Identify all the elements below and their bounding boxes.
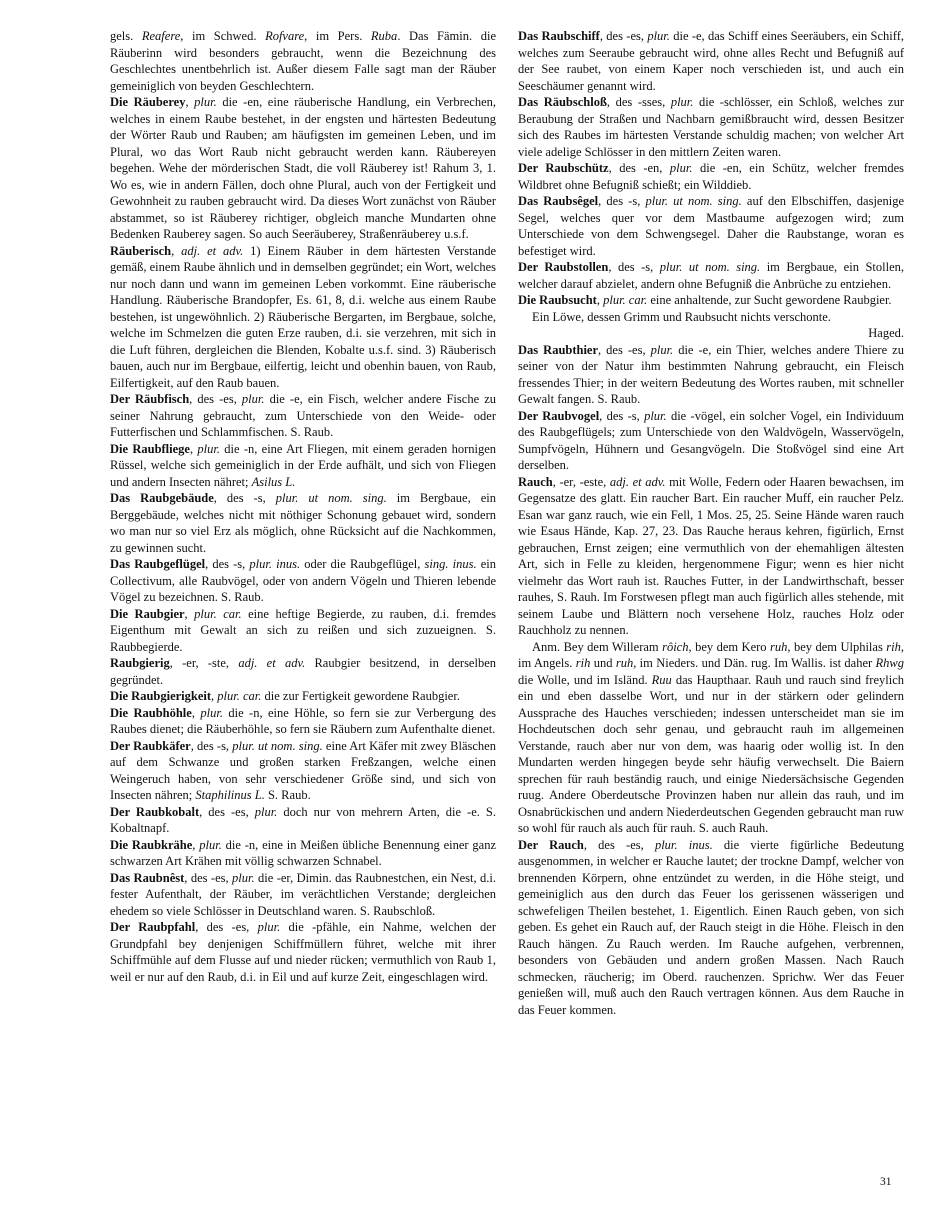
headword: Die Räuberey <box>110 95 186 109</box>
entry-text: die -n, eine in Meißen übliche Benennung einer ganz schwarzen Art Krähen mit völlig schwarzen Schnabel. <box>110 837 497 868</box>
entry-text: , des -es, <box>598 342 651 357</box>
entry-text: bey dem Ulphilas <box>790 639 887 654</box>
headword: Der Raubkäfer <box>110 738 191 753</box>
entry-text: die -pfähle, ein Nahme, welchen der Grundpfahl bey denjenigen Schiffmüllern führet, welche mit ihrer Schiffmühle auf dem Flusse auf und nieder rücken; vermuthlich von Raub 1, weil er nur auf den Raub, d.i. in Eil und auf kurze Zeit, eingeschlagen wird. <box>110 920 496 984</box>
grammar-note: plur. car. <box>217 689 262 703</box>
dictionary-entry <box>110 837 496 870</box>
entry-text: und <box>590 656 616 670</box>
dictionary-entry <box>518 292 904 309</box>
entry-text: die zur Fertigkeit gewordene Raubgier. <box>261 689 460 703</box>
entry-text: die -n, eine Art Fliegen, mit einem geraden hornigen Rüssel, welche sich gemeiniglich in der Erde aufhält, und sich von Fliegen und andern Insecten nähret; <box>110 441 497 489</box>
grammar-note: plur. <box>669 161 693 175</box>
dictionary-entry <box>110 688 496 705</box>
grammar-note: adj. et adv. <box>609 474 666 489</box>
grammar-note: rôich, <box>662 639 692 654</box>
entry-text: im Angels. <box>518 656 576 670</box>
entry-text: eine heftige Begierde, zu rauben, d.i. fremdes Eigenthum mit Gewalt an sich zu reißen und sich zuzueignen. S. Raubbegierde. <box>110 606 496 654</box>
headword: Das Raubthier <box>518 342 599 357</box>
entry-text: die -en, ein Schütz, welcher fremdes Wildbret ohne Befugniß schießt; ein Wilddieb. <box>518 161 904 192</box>
dictionary-entry <box>110 606 496 656</box>
entry-text: die -e, ein Thier, welches andere Thiere zu seiner von der Natur ihm bestimmten Nahrung gebraucht, ein Fleisch fressendes Thier; in der weitern Bedeutung des Wortes rauben, mit schneller Gewalt fangen. S. Raub. <box>518 342 904 406</box>
entry-text: die -n, eine Höhle, so fern sie zur Verbergung des Raubes dienet; die Räuberhöhle, so fern sie Räubern zum Aufenthalte dienet. <box>110 705 497 736</box>
dictionary-entry <box>518 309 904 326</box>
entry-text: , des -s, <box>608 260 660 274</box>
entry-text: , <box>211 689 218 703</box>
grammar-note: plur. car. <box>194 606 242 621</box>
headword: Das Räubschloß <box>518 95 607 109</box>
headword: Die Raubgier <box>110 606 185 621</box>
grammar-note: plur. <box>241 392 265 406</box>
entry-text: oder die Raubgeflügel, <box>300 557 425 571</box>
entry-text: eine anhaltende, zur Sucht gewordene Raubgier. <box>647 293 892 307</box>
dictionary-entry <box>518 259 904 292</box>
headword: Die Raubfliege <box>110 441 190 456</box>
entry-text: die Wolle, und im Isländ. <box>518 672 652 687</box>
headword: Räuberisch <box>110 243 172 258</box>
entry-text: die -e, ein Fisch, welcher andere Fische zu seiner Nahrung gebraucht, zum Unterschiede von den Weide- oder Futterfischen und Schlammfischen. S. Raub. <box>110 392 496 439</box>
headword: Der Raubkobalt <box>110 804 200 819</box>
grammar-note: adj. et adv. <box>181 243 244 258</box>
grammar-note: plur. ut nom. sing. <box>659 260 761 274</box>
entry-text: auf den Elbschiffen, dasjenige Segel, welches quer vor dem Mastbaume aufgezogen wird; zum Unterschiede von dem Schwengsegel. Daher die Raubstange, woran es befestiget wird. <box>518 194 904 258</box>
headword: Raubgierig <box>110 656 170 670</box>
entry-text: mit Wolle, Federn oder Haaren bewachsen, im Gegensatze des glatt. Ein raucher Bart. Ein raucher Muff, ein raucher Pelz. Esan war ganz rauch, wie ein Fell, 1 Mos. 25, 25. Seine Hände waren rauch wie Esaus Hände, Kap. 27, 23. Das Rauche heraus kehren, figürlich, Ernst gebrauchen, Ernst zeigen; eine vermuthlich von der ehemahligen ältesten Art, sich in Felle zu kleiden, hergenommene Figur; wenn es hier nicht vielmehr das Wort rauh ist. Rauches Futter, in der Landwirthschaft, besser rauhes, S. Rauh. Im Forstwesen pflegt man auch figürlich alles stehende, mit seinem Laube und Blättern noch versehene Holz, rauches Holz oder Rauchholz zu nennen. <box>518 474 904 637</box>
entry-text: 1) Einem Räuber in dem härtesten Verstande gemäß, einem Raube ähnlich und in demselben gegründet; ein Wort, welches nur noch dann und wann im gemeinen Leben vorkommt. Eine räuberische Handlung. Räuberische Brandopfer, Es. 61, 8, d.i. welche aus einem Raube bestehen, ist ungewöhnlich. 2) Räuberische Bergarten, im Bergbaue, solche, welche im Schmelzen die guten Erze rauben, d.i. sie verzehren, mit sich in die Luft führen, dergleichen die Blenden, Kobalte u.s.f. sind. 3) Räuberisch bauen, auch nur im Bergbaue, eilfertig, leicht und obenhin bauen, von Raub, Eilfertigkeit, auf den Raub bauen. <box>110 243 497 390</box>
entry-text: im Nieders. und Dän. rug. Im Wallis. ist daher <box>636 656 876 670</box>
entry-text: , des -s, <box>599 408 645 423</box>
entry-text: Haged. <box>868 326 904 340</box>
entry-text: , des -s, <box>598 194 646 208</box>
dictionary-entry <box>110 441 496 491</box>
grammar-note: plur. <box>232 870 255 885</box>
dictionary-entry <box>518 193 904 259</box>
entry-text: , des -sses, <box>606 95 671 109</box>
dictionary-entry <box>110 804 496 837</box>
grammar-note: plur. ut nom. sing. <box>275 491 387 505</box>
entry-text: , des -es, <box>599 29 648 43</box>
entry-text: doch nur von mehrern Arten, die -e. S. Kobaltnapf. <box>110 804 496 835</box>
entry-text: eine Art Käfer mit zwey Bläschen auf dem Schwanze und großen starken Freßzangen, welche einen Weingeruch haben, von sehr verschiedener Größe sind, und sich von Insecten nähren; <box>110 738 496 802</box>
grammar-note: plur. <box>199 837 222 852</box>
entry-text: , <box>596 293 604 307</box>
entry-text: im Bergbaue, ein Stollen, welcher darauf abzielet, andern ohne Befugniß die Anbrüche zu entziehen. <box>518 260 904 291</box>
headword: Das Raubgebäude <box>110 491 214 505</box>
grammar-note: rih, <box>886 639 904 654</box>
dictionary-entry <box>110 705 496 738</box>
headword: Der Raubpfahl <box>110 920 196 934</box>
headword: Das Raubgeflügel <box>110 557 206 571</box>
grammar-note: Ruba <box>370 29 398 43</box>
grammar-note: rih <box>575 656 591 670</box>
grammar-note: adj. et adv. <box>238 656 306 670</box>
dictionary-entry <box>518 408 904 474</box>
grammar-note: plur. ut nom. sing. <box>645 194 742 208</box>
dictionary-entry <box>518 94 904 160</box>
grammar-note: Asilus L. <box>251 474 296 489</box>
grammar-note: plur. <box>257 920 281 934</box>
grammar-note: ruh, <box>615 656 637 670</box>
entry-text: , <box>185 95 195 109</box>
headword: Der Rauch <box>518 837 584 852</box>
entry-text: , des -es, <box>189 392 242 406</box>
headword: Die Raubsucht <box>518 293 597 307</box>
headword: Das Raubschiff <box>518 29 600 43</box>
headword: Der Raubschütz <box>518 161 609 175</box>
entry-text: , -er, -este, <box>552 474 610 489</box>
entry-text: gels. <box>110 29 142 43</box>
entry-text: , <box>189 441 198 456</box>
entry-text: S. Raub. <box>264 788 311 802</box>
entry-text: die -en, eine räuberische Handlung, ein Verbrechen, welches in einem Raube bestehet, in der engsten und härtesten Bedeutung der Wörter Raub und Rauben; am häufigsten im gemeinen Leben, und im Plural, wo das Wort Raub nicht gebraucht werden kann. Räubereyen begehen. Wehe der mörderischen Stadt, die voll Räuberey ist! Rahum 3, 1. Wo es, wie in andern Fällen, doch ohne Plural, auch von der Fertigkeit und Gewohnheit zu rauben gebraucht wird. Da dieses Wort zunächst von Räuber abstammet, so ist Räuberey richtiger, obgleich manche Mundarten ohne Bedenken Rauberey sagen. So auch Seeräuberey, Straßenräuberey u.s.f. <box>110 95 496 241</box>
entry-text: , <box>171 243 182 258</box>
grammar-note: plur. <box>647 29 670 43</box>
headword: Die Raubhöhle <box>110 705 192 720</box>
grammar-note: Reafere <box>141 29 181 43</box>
entry-text: ein Collectivum, alle Raubvögel, oder von andern Vögeln und Thieren lebende Vögel zu bezeichnen. S. Raub. <box>110 557 496 604</box>
headword: Die Raubkrähe <box>110 837 193 852</box>
entry-text: das Haupthaar. Rauh und rauch sind freylich ein und eben dasselbe Wort, und nur in der stärkern oder gelindern Aussprache des Hauches verschieden; indessen unterscheidet man sie im Hochdeutschen doch sehr genau, und gebraucht rauh im allgemeinen Verstande, rauch aber nur von dem, was haarig oder wollig ist. In den Mundarten werden hingegen beyde sehr häufig verwechselt. Die Baiern sprechen für rauh beständig rauch, und einige Niedersächsische Gegenden ruug. Andere Oberdeutsche Provinzen haben nur allein das rauh, und im Osnabrückischen und andern Niederdeutschen Gegenden gebraucht man ruw so wohl für rauch als auch für rauh. S. auch Rauh. <box>518 672 904 835</box>
entry-text: im Bergbaue, ein Berggebäude, welches nicht mit nöthiger Schonung gebauet wird, sondern wo man nur so viel Erz als möglich, ohne Rücksicht auf die Nachkommen, zu gewinnen sucht. <box>110 491 497 555</box>
dictionary-entry <box>110 556 496 606</box>
entry-text: die vierte figürliche Bedeutung ausgenommen, in welcher er Rauche lautet; der trockne Dampf, welcher von brennenden Körpern, ohne entzündet zu werden, in die Höhe steigt, und gemeiniglich aus den durch das Feuer los gerissenen wässerigen und schwefeligen Theilen bestehet, 1. Eigentlich. Einen Rauch geben, von sich geben. Es gehet ein Rauch auf, der Rauch steigt in die Höhe. Fleisch in den Rauch hängen. Zu Rauch werden. Im Rauche aufgehen, verbrennen, besonders von Gebäuden und andern großen Massen. Nach Rauch schmecken, räucherig; im Oberd. rauchenzen. Sprichw. Wer das Feuer genießen will, muß auch den Rauch vertragen können. Aus dem Rauche in das Feuer kommen. <box>518 837 904 1017</box>
dictionary-entry <box>110 870 496 920</box>
entry-text: , <box>192 837 200 852</box>
dictionary-entry <box>518 325 904 342</box>
dictionary-entry <box>110 919 496 985</box>
headword: Rauch <box>518 474 553 489</box>
dictionary-entry <box>518 342 904 408</box>
grammar-note: ruh, <box>770 639 791 654</box>
grammar-note: plur. <box>650 342 674 357</box>
right-column <box>518 28 904 1018</box>
dictionary-entry <box>110 391 496 441</box>
grammar-note: sing. inus. <box>424 557 477 571</box>
entry-text: Ein Löwe, dessen Grimm und Raubsucht nichts verschonte. <box>532 309 831 324</box>
entry-text: Anm. Bey dem Willeram <box>532 639 663 654</box>
grammar-note: plur. <box>670 95 694 109</box>
headword: Die Raubgierigkeit <box>110 689 212 703</box>
entry-text: , im Schwed. <box>180 29 266 43</box>
entry-text: die -er, Dimin. das Raubnestchen, ein Nest, d.i. fester Aufenthalt, der Räuber, im verächtlichen Verstande; dergleichen ehedem so viele Schlösser in Deutschland waren. S. Raubschloß. <box>110 870 496 918</box>
grammar-note: Rhwg <box>875 656 905 670</box>
entry-text: , <box>191 705 201 720</box>
grammar-note: plur. <box>200 705 223 720</box>
grammar-note: plur. ut nom. sing. <box>232 738 323 753</box>
grammar-note: plur. inus. <box>249 557 301 571</box>
entry-text: , des -es, <box>583 837 655 852</box>
headword: Das Raubsêgel <box>518 194 599 208</box>
dictionary-entry <box>518 28 904 94</box>
grammar-note: plur. inus. <box>654 837 713 852</box>
entry-text: die -vögel, ein solcher Vogel, ein Individuum des Raubgeflügels; zum Unterschiede von den Waldvögeln, Wasservögeln, Sumpfvögeln, Hühnern und Gesangvögeln. Die Stoßvögel sind eine Art derselben. <box>518 408 904 472</box>
entry-text: . Das Fämin. die Räuberinn wird besonders gebraucht, wenn die Bezeichnung des Geschlechtes unentbehrlich ist. Außer diesem Falle sagt man der Räuber gemeiniglich von beyden Geschlechtern. <box>110 29 496 93</box>
entry-text: bey dem Kero <box>691 639 770 654</box>
grammar-note: Rofvare <box>265 29 305 43</box>
grammar-note: Staphilinus L. <box>195 788 265 802</box>
dictionary-entry <box>110 243 496 392</box>
entry-text: , des -es, <box>199 804 255 819</box>
dictionary-entry <box>110 28 496 94</box>
page-number: 31 <box>880 1176 892 1188</box>
dictionary-entry <box>518 837 904 1019</box>
entry-text: , des -s, <box>205 557 250 571</box>
headword: Das Raubnêst <box>110 870 185 885</box>
dictionary-entry <box>518 160 904 193</box>
entry-text: , im Pers. <box>304 29 371 43</box>
dictionary-entry <box>110 738 496 804</box>
headword: Der Räubfisch <box>110 392 190 406</box>
entry-text: , des -es, <box>184 870 233 885</box>
grammar-note: plur. <box>194 95 217 109</box>
entry-text: , des -es, <box>195 920 258 934</box>
dictionary-entry <box>110 94 496 243</box>
grammar-note: Ruu <box>651 672 672 687</box>
grammar-note: plur. car. <box>603 293 648 307</box>
dictionary-entry <box>518 474 904 639</box>
left-column <box>110 28 496 985</box>
entry-text: , -er, -ste, <box>169 656 239 670</box>
grammar-note: plur. <box>197 441 220 456</box>
entry-text: , des -en, <box>608 161 670 175</box>
entry-text: die -schlösser, ein Schloß, welches zur Beraubung der Straßen und Nachbarn gemißbraucht wird, dessen Besitzer sich des Raubes im härtesten Verstande schuldig machen; von welcher Art viele adelige Schlösser in den mittlern Zeiten waren. <box>518 95 904 159</box>
headword: Der Raubvogel <box>518 408 600 423</box>
headword: Der Raubstollen <box>518 260 609 274</box>
entry-text: , <box>184 606 195 621</box>
entry-text: die -e, das Schiff eines Seeräubers, ein Schiff, welches zum Seeraube gebraucht wird, ohne alles Recht und Befugniß auf der See raubet, von einem Kaper noch verschieden ist, und auch ein Seeschäumer genannt wird. <box>518 29 904 93</box>
dictionary-entry <box>110 655 496 688</box>
grammar-note: plur. <box>644 408 667 423</box>
dictionary-entry <box>518 639 904 837</box>
entry-text: Raubgier besitzend, in derselben gegründet. <box>110 656 496 687</box>
dictionary-entry <box>110 490 496 556</box>
entry-text: , des -s, <box>190 738 233 753</box>
grammar-note: plur. <box>254 804 278 819</box>
entry-text: , des -s, <box>213 491 276 505</box>
